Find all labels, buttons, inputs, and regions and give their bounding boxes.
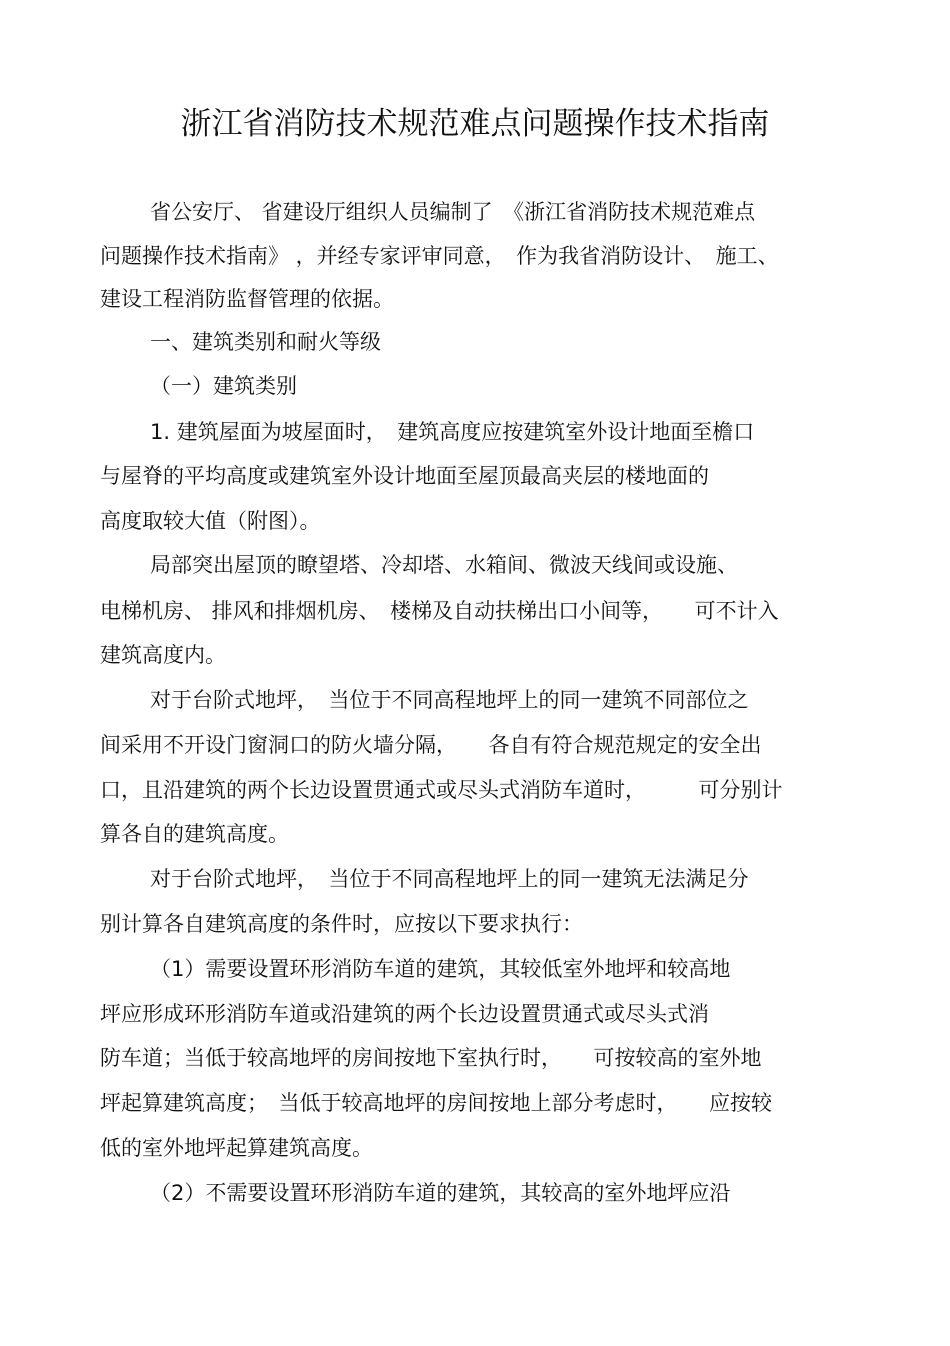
subsection-heading: （一）建筑类别 [150, 374, 297, 398]
paragraph-line: （2）不需要设置环形消防车道的建筑，其较高的室外地坪应沿 [150, 1181, 731, 1205]
paragraph-line: 防车道；当低于较高地坪的房间按地下室执行时， 可按较高的室外地 [100, 1046, 762, 1070]
paragraph-line: 算各自的建筑高度。 [100, 822, 289, 846]
paragraph-line: 省公安厅、 省建设厅组织人员编制了 《浙江省消防技术规范难点 [150, 200, 756, 224]
paragraph-line: 坪应形成环形消防车道或沿建筑的两个长边设置贯通式或尽头式消 [100, 1002, 709, 1026]
paragraph-line: 1. 建筑屋面为坡屋面时， 建筑高度应按建筑室外设计地面至檐口 [150, 420, 755, 444]
paragraph-line: 与屋脊的平均高度或建筑室外设计地面至屋顶最高夹层的楼地面的 [100, 464, 709, 488]
paragraph-line: 对于台阶式地坪， 当位于不同高程地坪上的同一建筑不同部位之 [150, 688, 749, 712]
paragraph-line: 问题操作技术指南》 ，并经专家评审同意， 作为我省消防设计、 施工、 [100, 244, 779, 268]
paragraph-line: 低的室外地坪起算建筑高度。 [100, 1136, 373, 1160]
paragraph-line: 口，且沿建筑的两个长边设置贯通式或尽头式消防车道时， 可分别计 [100, 778, 783, 802]
paragraph-line: 建筑高度内。 [100, 643, 226, 667]
paragraph-line: 高度取较大值（附图）。 [100, 509, 321, 533]
paragraph-line: 电梯机房、 排风和排烟机房、 楼梯及自动扶梯出口小间等， 可不计入 [100, 599, 779, 623]
section-heading: 一、建筑类别和耐火等级 [150, 330, 381, 354]
paragraph-line: 对于台阶式地坪， 当位于不同高程地坪上的同一建筑无法满足分 [150, 867, 749, 891]
paragraph-line: 坪起算建筑高度； 当低于较高地坪的房间按地上部分考虑时， 应按较 [100, 1091, 772, 1115]
paragraph-line: 建设工程消防监督管理的依据。 [100, 287, 394, 311]
paragraph-line: 间采用不开设门窗洞口的防火墙分隔， 各自有符合规范规定的安全出 [100, 733, 762, 757]
paragraph-line: 别计算各自建筑高度的条件时，应按以下要求执行： [100, 912, 583, 936]
document-title: 浙江省消防技术规范难点问题操作技术指南 [180, 106, 770, 142]
paragraph-line: 局部突出屋顶的瞭望塔、冷却塔、水箱间、微波天线间或设施、 [150, 553, 738, 577]
paragraph-line: （1）需要设置环形消防车道的建筑，其较低室外地坪和较高地 [150, 957, 731, 981]
